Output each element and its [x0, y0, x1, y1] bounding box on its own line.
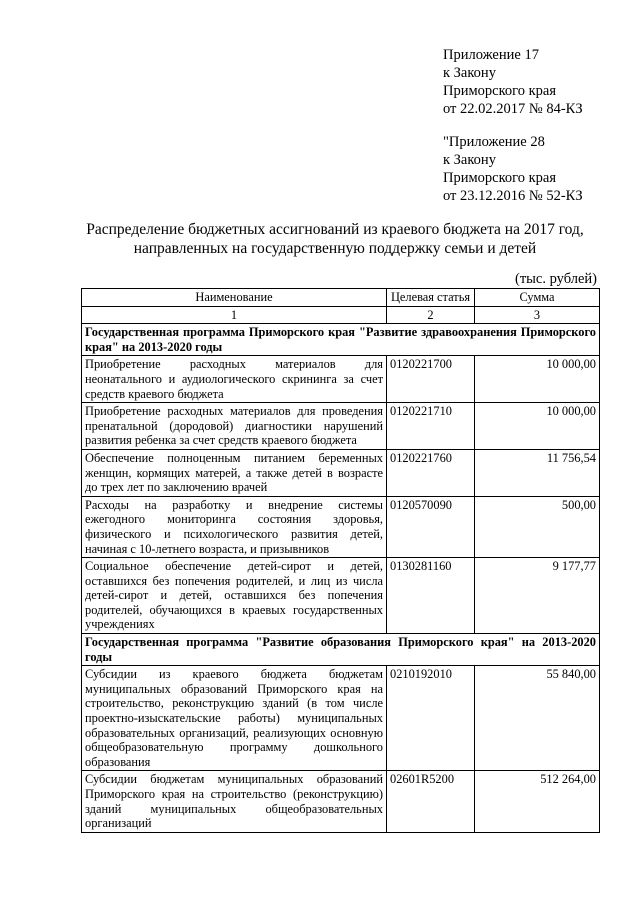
- item-name: Субсидии бюджетам муниципальных образований Приморского края на строительство (реконструкцию) зданий муниципальных общеобразовательных организаций: [82, 771, 387, 832]
- item-sum: 512 264,00: [475, 771, 600, 832]
- header-name: Наименование: [82, 289, 387, 307]
- item-name: Приобретение расходных материалов для проведения пренатальной (дородовой) диагностики нарушений развития ребенка за счет средств краевого бюджета: [82, 403, 387, 450]
- column-number-row: [82, 306, 600, 324]
- program-name: Государственная программа "Развитие образования Приморского края" на 2013-2020 годы: [82, 634, 600, 666]
- appendix-line: от 22.02.2017 № 84-КЗ: [443, 101, 583, 117]
- header-code: Целевая статья: [387, 289, 475, 307]
- appendix-line: Приморского края: [443, 83, 557, 99]
- item-name: Субсидии из краевого бюджета бюджетам муниципальных образований Приморского края на строительство, реконструкцию зданий (в том числе проектно-изыскательские работы) муниципальных образовательных организаций, реализующих основную общеобразовательную программу дошкольного образования: [82, 666, 387, 771]
- table-row: [82, 558, 600, 634]
- item-name: Социальное обеспечение детей-сирот и детей, оставшихся без попечения родителей, и лиц из числа детей-сирот и детей, оставшихся без попечения родителей, обучающихся в краевых государственных учреждениях: [82, 558, 387, 634]
- item-sum: 10 000,00: [475, 403, 600, 450]
- item-code: 0130281160: [387, 558, 475, 634]
- item-code: 0120221700: [387, 356, 475, 403]
- item-sum: 11 756,54: [475, 449, 600, 496]
- item-sum: 55 840,00: [475, 666, 600, 771]
- column-number: 3: [475, 306, 600, 324]
- appendix-line: от 23.12.2016 № 52-КЗ: [443, 188, 583, 204]
- item-name: Приобретение расходных материалов для неонатального и аудиологического скрининга за счет средств краевого бюджета: [82, 356, 387, 403]
- document-title: [60, 220, 610, 258]
- appendix-line: Приморского края: [443, 170, 557, 186]
- item-code: 0120221760: [387, 449, 475, 496]
- program-name: Государственная программа Приморского края "Развитие здравоохранения Приморского края" на 2013-2020 годы: [82, 324, 600, 356]
- table-row: [82, 403, 600, 450]
- units-label: (тыс. рублей): [515, 271, 597, 287]
- table-row: [82, 449, 600, 496]
- table-row: [82, 771, 600, 832]
- column-number: 2: [387, 306, 475, 324]
- item-name: Обеспечение полноценным питанием беременных женщин, кормящих матерей, а также детей в возрасте до трех лет по заключению врачей: [82, 449, 387, 496]
- item-code: 0120221710: [387, 403, 475, 450]
- item-sum: 9 177,77: [475, 558, 600, 634]
- program-row: [82, 634, 600, 666]
- table-row: [82, 666, 600, 771]
- title-line-1: Распределение бюджетных ассигнований из краевого бюджета на 2017 год,: [86, 221, 584, 238]
- table-row: [82, 496, 600, 557]
- title-line-2: направленных на государственную поддержку семьи и детей: [133, 240, 537, 257]
- item-code: 02601R5200: [387, 771, 475, 832]
- appendix-line: Приложение 17: [443, 47, 539, 63]
- item-sum: 10 000,00: [475, 356, 600, 403]
- item-code: 0120570090: [387, 496, 475, 557]
- header-row: [82, 289, 600, 307]
- header-sum: Сумма: [475, 289, 600, 307]
- appendix-line: к Закону: [443, 152, 496, 168]
- appendix-line: к Закону: [443, 65, 496, 81]
- appendix-line: "Приложение 28: [443, 134, 545, 150]
- appendix-reference-2: [443, 133, 633, 205]
- program-row: [82, 324, 600, 356]
- item-name: Расходы на разработку и внедрение системы ежегодного мониторинга состояния здоровья, физического и психологического развития детей, начиная с 10-летнего возраста, и призывников: [82, 496, 387, 557]
- appendix-reference-1: [443, 46, 633, 118]
- budget-table: [81, 288, 600, 833]
- table-row: [82, 356, 600, 403]
- column-number: 1: [82, 306, 387, 324]
- item-code: 0210192010: [387, 666, 475, 771]
- item-sum: 500,00: [475, 496, 600, 557]
